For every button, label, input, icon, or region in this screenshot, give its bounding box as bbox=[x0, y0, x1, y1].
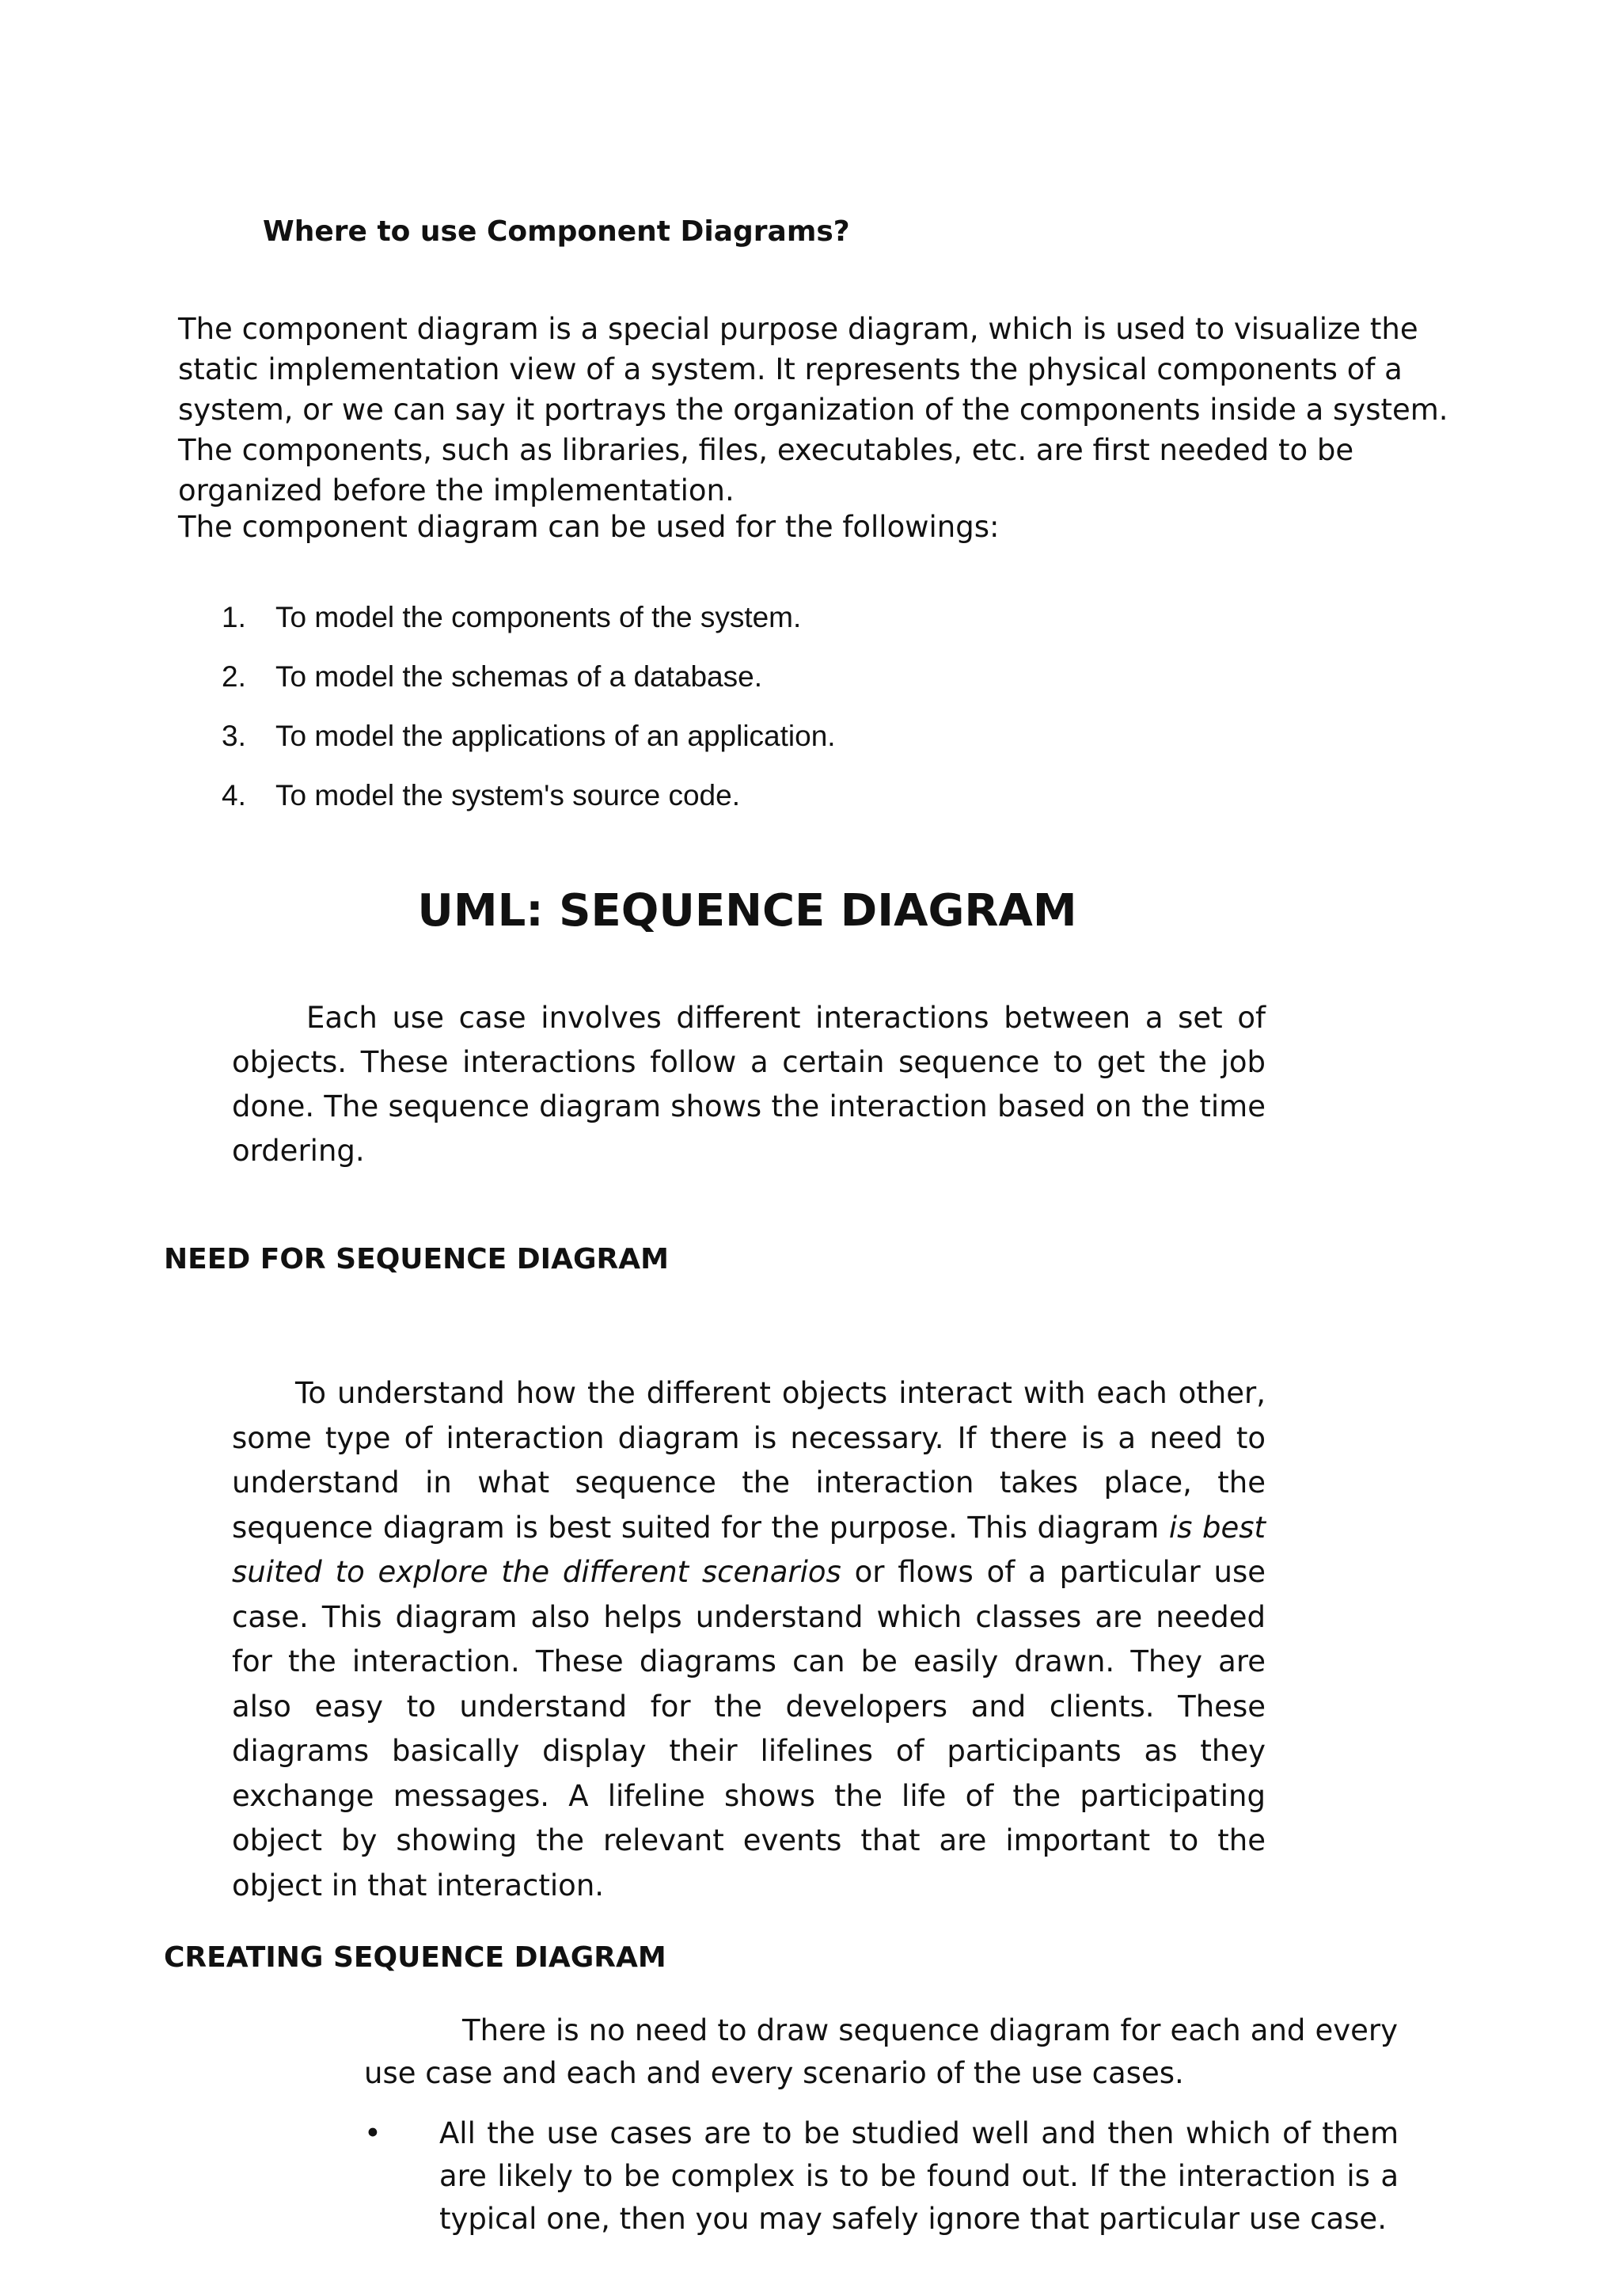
list-item bbox=[222, 766, 836, 825]
list-item bbox=[222, 587, 836, 647]
component-uses-list bbox=[222, 587, 836, 825]
list-item-number: 4. bbox=[222, 779, 246, 812]
need-text-italic: is best suited to explore the different scenarios bbox=[232, 1510, 1266, 1589]
page-title: UML: SEQUENCE DIAGRAM bbox=[417, 885, 1077, 937]
bullet-list-item bbox=[364, 2112, 1401, 2241]
need-paragraph bbox=[232, 1371, 1266, 1908]
list-item bbox=[222, 706, 836, 766]
need-section-heading: NEED FOR SEQUENCE DIAGRAM bbox=[164, 1243, 669, 1275]
list-item-number: 2. bbox=[222, 660, 246, 693]
list-item bbox=[222, 647, 836, 706]
component-diagram-intro: The component diagram is a special purpose diagram, which is used to visualize the static implementation view of a system. It represents the physical components of a system, or we can say it portrays the organization of the components inside a system. The components, such as libraries, files, executables, etc. are first needed to be organized before the implementation. bbox=[178, 312, 1448, 507]
list-item-text: To model the applications of an application. bbox=[275, 720, 836, 752]
list-item-text: To model the system's source code. bbox=[275, 779, 740, 812]
creating-section-heading: CREATING SEQUENCE DIAGRAM bbox=[164, 1941, 666, 1974]
section-heading-component-diagrams: Where to use Component Diagrams? bbox=[263, 215, 850, 248]
list-item-number: 1. bbox=[222, 601, 246, 633]
bullet-text: All the use cases are to be studied well and then which of them are likely to be complex is to be found out. If the interaction is a typical one, then you may safely ignore that particular use case. bbox=[439, 2116, 1399, 2236]
creating-paragraph: There is no need to draw sequence diagram for each and every use case and each and every scenario of the use cases. bbox=[364, 2013, 1398, 2090]
bullet-icon: • bbox=[364, 2116, 382, 2150]
sequence-intro-paragraph: Each use case involves different interactions between a set of objects. These interactions follow a certain sequence to get the job done. The sequence diagram shows the interaction based on the time ordering. bbox=[232, 1001, 1266, 1168]
list-item-text: To model the components of the system. bbox=[275, 601, 802, 633]
component-uses-lead: The component diagram can be used for the followings: bbox=[178, 510, 1000, 544]
need-text-before: To understand how the different objects interact with each other, some type of interaction diagram is necessary. If there is a need to understand in what sequence the interaction takes place, the sequence diagram is best suited for the purpose. This diagram bbox=[232, 1376, 1266, 1545]
list-item-number: 3. bbox=[222, 720, 246, 752]
list-item-text: To model the schemas of a database. bbox=[275, 660, 762, 693]
need-text-after: or flows of a particular use case. This diagram also helps understand which classes are needed for the interaction. These diagrams can be easily drawn. They are also easy to understand for the developers and clients. These diagrams basically display their lifelines of participants as they exchange messages. A lifeline shows the life of the participating object by showing the relevant events that are important to the object in that interaction. bbox=[232, 1555, 1266, 1903]
